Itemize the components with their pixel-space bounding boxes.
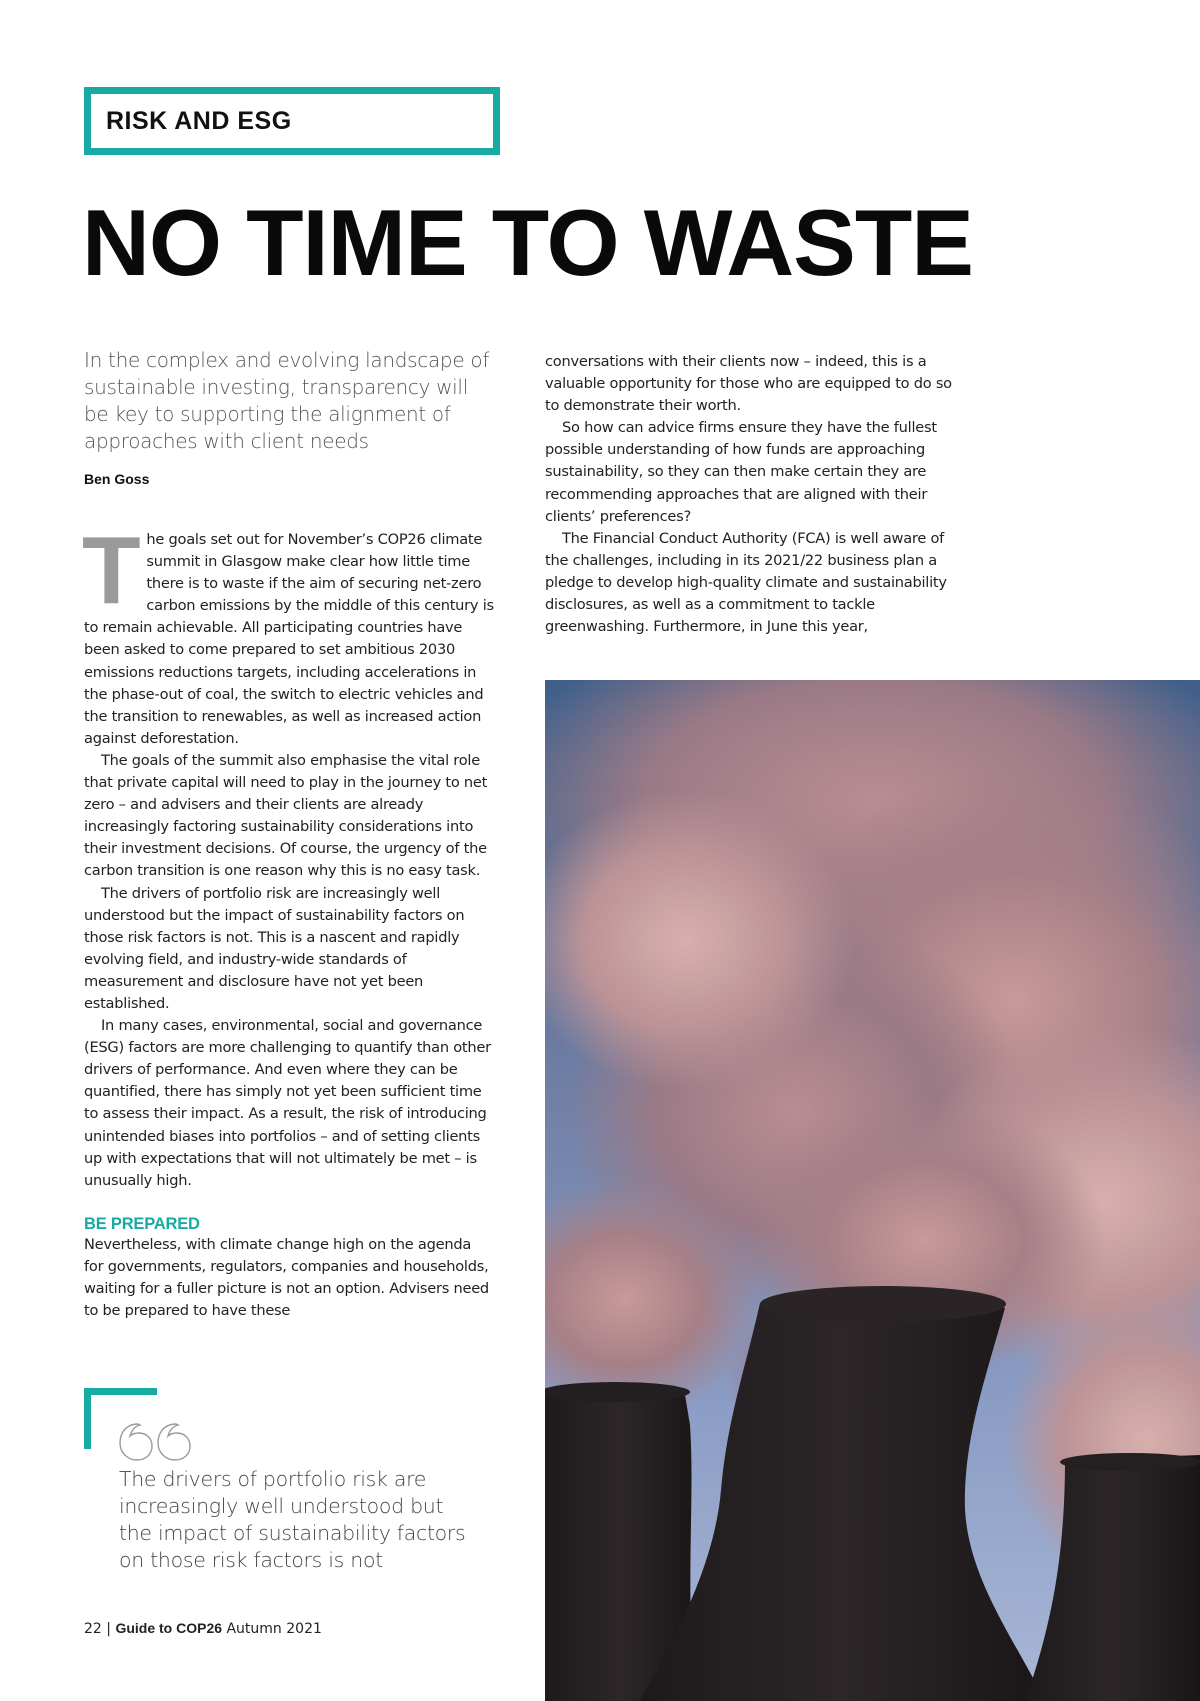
body-paragraph: he goals set out for November’s COP26 climate summit in Glasgow make clear how little time there is to waste if the aim of securing net-zero carbon emissions by the middle of this century is to remain achievable. All participating countries have been asked to come prepared to set ambitious 2030 emissions reductions targets, including accelerations in the phase-out of coal, the switch to electric vehicles and the transition to renewables, as well as increased action against deforestation.	[84, 531, 494, 747]
drop-cap: T	[82, 517, 141, 624]
section-label: RISK AND ESG	[106, 107, 292, 135]
pullquote-bracket-side	[84, 1388, 91, 1449]
body-paragraph: conversations with their clients now – indeed, this is a valuable opportunity for those who are equipped to do so to demonstrate their worth.	[545, 353, 952, 415]
standfirst: In the complex and evolving landscape of sustainable investing, transparency will be key to supporting the alignment of approaches with client needs	[84, 348, 490, 453]
body-paragraph: So how can advice firms ensure they have the fullest possible understanding of how funds are approaching sustainability, so they can then make certain they are recommending approaches that are aligned with their clients’ preferences?	[545, 419, 937, 525]
page-number: 22	[84, 1621, 102, 1637]
body-paragraph: The drivers of portfolio risk are increasingly well understood but the impact of sustainability factors on those risk factors is not. This is a nascent and rapidly evolving field, and industry-wide standards of measurement and disclosure have not yet been established.	[84, 884, 465, 1012]
publication-name: Guide to COP26	[115, 1620, 223, 1636]
body-paragraph: The goals of the summit also emphasise the vital role that private capital will need to play in the journey to net zero – and advisers and their clients are already increasingly factoring sustainability considerations into their investment decisions. Of course, the urgency of the carbon transition is one reason why this is no easy task.	[84, 751, 488, 880]
section-label-box	[84, 87, 500, 155]
body-paragraph: Nevertheless, with climate change high on the agenda for governments, regulators, companies and households, waiting for a fuller picture is not an option. Advisers need to be prepared to have these	[84, 1235, 489, 1320]
headline: NO TIME TO WASTE	[82, 190, 973, 295]
body-paragraph: In many cases, environmental, social and governance (ESG) factors are more challenging to quantify than other drivers of performance. And even where they can be quantified, there has simply not yet been sufficient time to assess their impact. As a result, the risk of introducing unintended biases into portfolios – and of setting clients up with expectations that will not ultimately be met – is unusually high.	[84, 1017, 491, 1189]
subheading: BE PREPARED	[84, 1214, 200, 1233]
issue-date: Autumn 2021	[226, 1621, 322, 1637]
body-column-left	[82, 517, 494, 1322]
body-column-right	[545, 351, 955, 638]
page-footer	[84, 1620, 322, 1637]
footer-separator: |	[106, 1621, 111, 1637]
byline: Ben Goss	[84, 471, 150, 487]
quote-marks-icon	[118, 1420, 194, 1462]
body-paragraph: The Financial Conduct Authority (FCA) is well aware of the challenges, including in its 2021/22 business plan a pledge to develop high-quality climate and sustainability disclosures, as well as a commitment to tackle greenwashing. Furthermore, in June this year,	[545, 529, 947, 636]
pullquote: The drivers of portfolio risk are increasingly well understood but the impact of sustainability factors on those risk factors is not	[119, 1467, 466, 1572]
pullquote-bracket-top	[84, 1388, 157, 1395]
cooling-towers-photo	[545, 680, 1200, 1701]
